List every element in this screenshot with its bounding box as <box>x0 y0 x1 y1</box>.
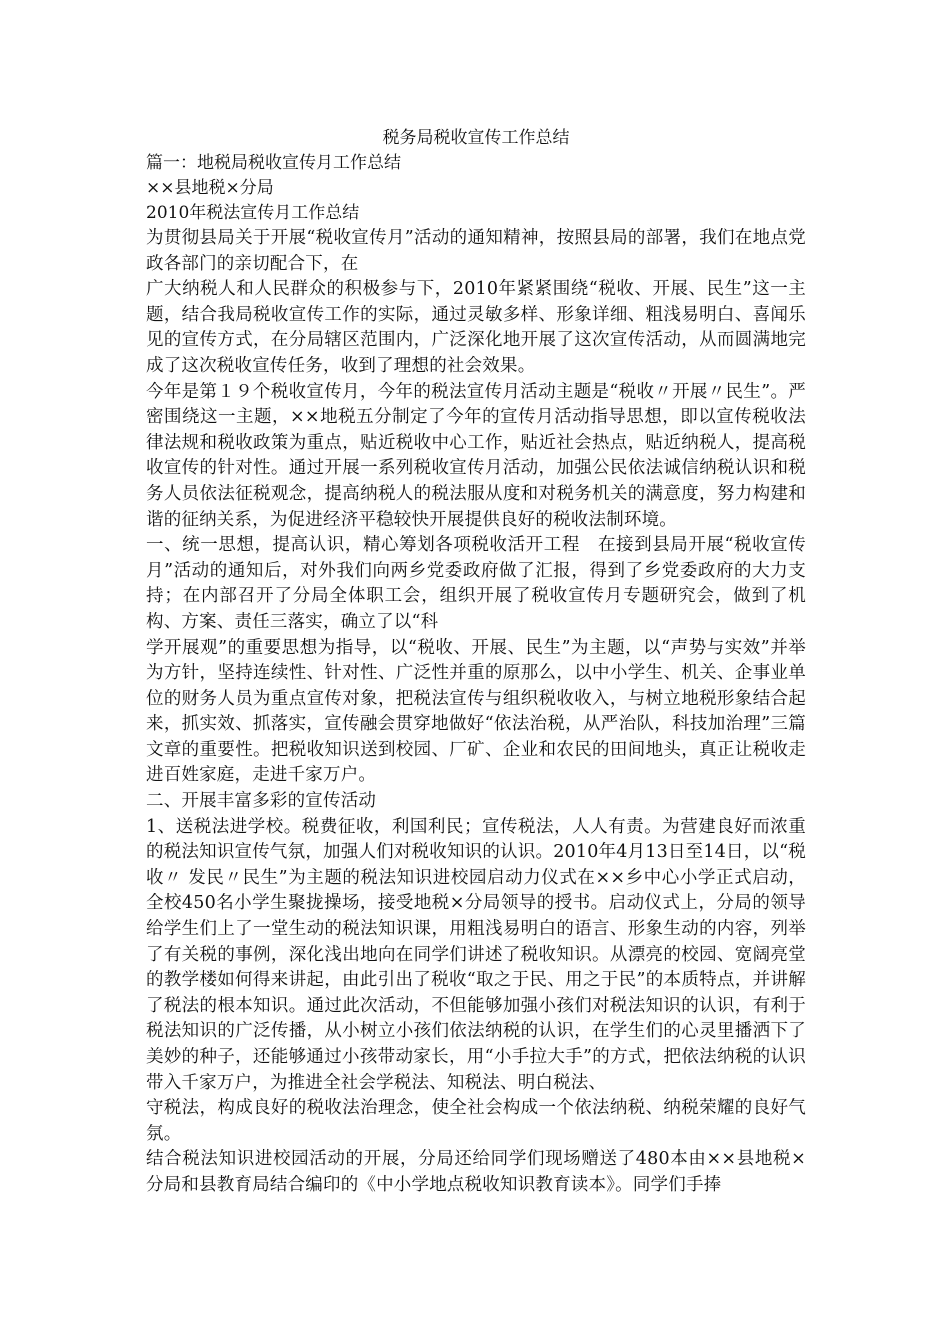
paragraph: 为贯彻县局关于开展“税收宣传月”活动的通知精神，按照县局的部署，我们在地点党政各部门的亲切配合下，在 <box>146 228 806 274</box>
document-title: 税务局税收宣传工作总结 <box>382 128 570 148</box>
chapter-heading: 篇一：地税局税收宣传月工作总结 <box>146 153 401 173</box>
paragraph: 1、送税法进学校。税费征收，利国利民；宣传税法，人人有责。为营建良好而浓重的税法知识宣传气氛，加强人们对税收知识的认识。2010年4月13日至14日，以“税收〃 发民〃民生”为主题的税法知识进校园启动力仪式在××乡中心小学正式启动，全校450名小学生聚拢操场，接受地税×分局领导的授书。启动仪式上，分局的领导给学生们上了一堂生动的税法知识课，用粗浅易明白的语言、形象生动的内容，列举了有关税的事例，深化浅出地向在同学们讲述了税收知识。从漂亮的校园、宽阔亮堂的教学楼如何得来讲起，由此引出了税收“取之于民、用之于民”的本质特点，并讲解了税法的根本知识。通过此次活动，不但能够加强小孩们对税法知识的认识，有利于税法知识的广泛传播，从小树立小孩们依法纳税的认识，在学生们的心灵里播洒下了美妙的种子，还能够通过小孩带动家长，用“小手拉大手”的方式，把依法纳税的认识带入千家万户，为推进全社会学税法、知税法、明白税法、 <box>146 816 806 1093</box>
org-line: ××县地税×分局 <box>146 178 274 198</box>
paragraph: 广大纳税人和人民群众的积极参与下，2010年紧紧围绕“税收、开展、民生”这一主题，结合我局税收宣传工作的实际，通过灵敏多样、形象详细、粗浅易明白、喜闻乐见的宣传方式，在分局辖区范围内，广泛深化地开展了这次宣传活动，从而圆满地完成了这次税收宣传任务，收到了理想的社会效果。 <box>146 279 806 376</box>
report-title: 2010年税法宣传月工作总结 <box>146 203 360 223</box>
paragraph: 一、统一思想，提高认识，精心筹划各项税收活开工程 在接到县局开展“税收宣传月”活动的通知后，对外我们向两乡党委政府做了汇报，得到了乡党委政府的大力支持；在内部召开了分局全体职工会，组织开展了税收宣传月专题研究会，做到了机构、方案、责任三落实，确立了以“科 <box>146 535 806 632</box>
paragraph: 守税法，构成良好的税收法治理念，使全社会构成一个依法纳税、纳税荣耀的良好气氛。 <box>146 1098 806 1144</box>
section-heading: 二、开展丰富多彩的宣传活动 <box>146 791 377 812</box>
paragraph: 学开展观”的重要思想为指导，以“税收、开展、民生”为主题，以“声势与实效”并举为方针，坚持连续性、针对性、广泛性并重的原那么，以中小学生、机关、企事业单位的财务人员为重点宣传对象，把税法宣传与组织税收收入，与树立地税形象结合起来，抓实效、抓落实，宣传融会贯穿地做好“依法治税，从严治队，科技加治理”三篇文章的重要性。把税收知识送到校园、厂矿、企业和农民的田间地头，真正让税收走进百姓家庭，走进千家万户。 <box>146 637 806 786</box>
document-page <box>146 126 806 1199</box>
paragraph: 结合税法知识进校园活动的开展，分局还给同学们现场赠送了480本由××县地税×分局和县教育局结合编印的《中小学地点税收知识教育读本》。同学们手捧 <box>146 1149 806 1195</box>
paragraph: 今年是第１９个税收宣传月，今年的税法宣传月活动主题是“税收〃开展〃民生”。严密围绕这一主题，××地税五分制定了今年的宣传月活动指导思想，即以宣传税收法律法规和税收政策为重点，贴近税收中心工作，贴近社会热点，贴近纳税人，提高税收宣传的针对性。通过开展一系列税收宣传月活动，加强公民依法诚信纳税认识和税务人员依法征税观念，提高纳税人的税法服从度和对税务机关的满意度，努力构建和谐的征纳关系，为促进经济平稳较快开展提供良好的税收法制环境。 <box>146 381 806 530</box>
